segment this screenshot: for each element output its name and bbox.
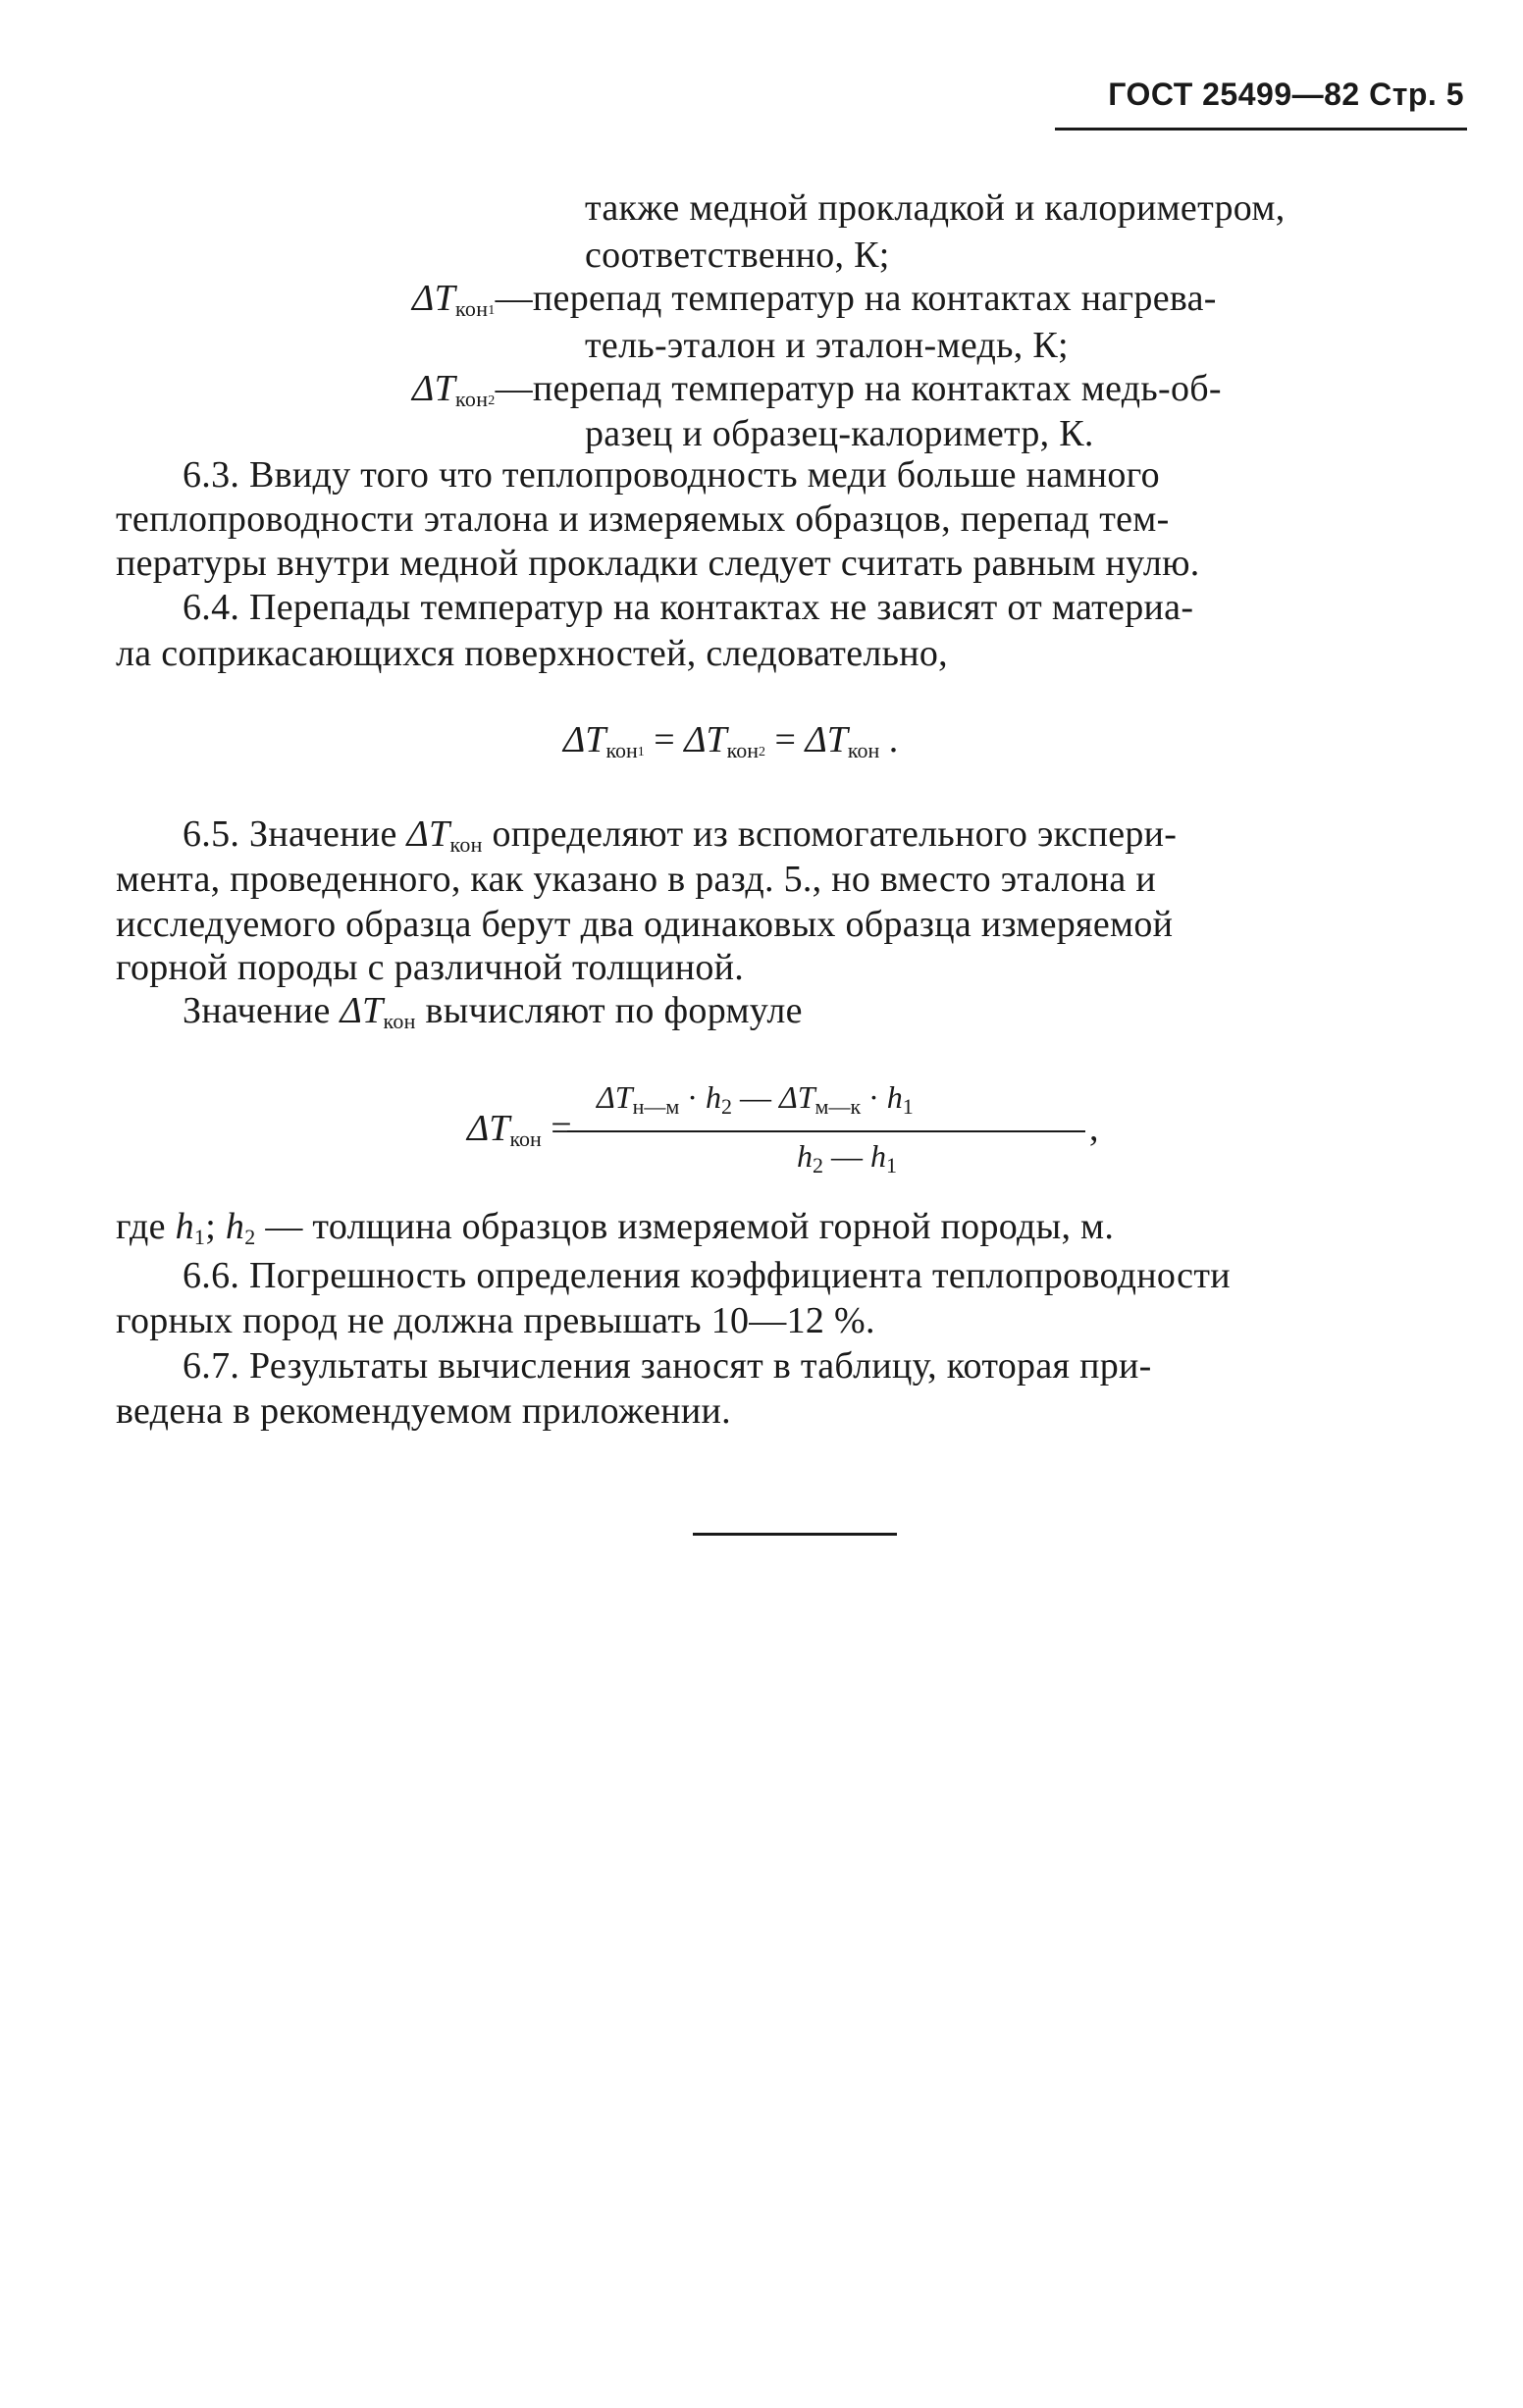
p65-l5a: Значение	[183, 990, 341, 1031]
num-h1: h	[886, 1079, 903, 1115]
num-a-sub: н—м	[632, 1094, 680, 1119]
eq2-lhs-sub: кон	[509, 1126, 542, 1151]
den-h1-idx: 1	[886, 1153, 897, 1178]
end-rule	[693, 1533, 897, 1536]
num-minus: —	[731, 1079, 779, 1115]
fraction-bar	[567, 1130, 1085, 1132]
p63-line-2: теплопроводности эталона и измеряемых образцов, перепад тем-	[116, 498, 1170, 540]
page-header: ГОСТ 25499—82 Стр. 5	[1108, 77, 1464, 112]
p67-line-2: ведена в рекомендуемом приложении.	[116, 1390, 731, 1432]
eq1-term-3: ΔT	[805, 719, 848, 760]
where-sep: ;	[205, 1206, 226, 1247]
def-line-1: также медной прокладкой и калориметром,	[585, 187, 1286, 229]
subscript-kon: кон	[455, 387, 489, 411]
eq2-lhs: ΔT	[467, 1108, 510, 1149]
p66-line-2: горных пород не должна превышать 10—12 %.	[116, 1300, 875, 1341]
eq1-sub-2: кон	[726, 738, 760, 762]
subscript-kon: кон	[449, 832, 483, 857]
p63-line-3: пературы внутри медной прокладки следует считать равным нулю.	[116, 543, 1200, 584]
where-h1: h	[175, 1206, 194, 1247]
p64-line-2: ла соприкасающихся поверхностей, следовательно,	[116, 633, 948, 674]
p65-line-3: исследуемого образца берут два одинаковых образца измеряемой	[116, 904, 1174, 945]
where-b: — толщина образцов измеряемой горной породы, м.	[255, 1206, 1115, 1247]
p63-line-1: 6.3. Ввиду того что теплопроводность меди больше намного	[183, 454, 1160, 496]
equation-contacts-equal	[563, 718, 898, 763]
p65-l5b: вычисляют по формуле	[415, 990, 803, 1031]
p65-l1a: 6.5. Значение	[183, 813, 407, 855]
eq1-term-1: ΔT	[563, 719, 606, 760]
eq1-idx-1: 1	[637, 745, 645, 759]
eq1-end: .	[879, 719, 899, 760]
p67-line-1: 6.7. Результаты вычисления заносят в таблицу, которая при-	[183, 1345, 1152, 1387]
den-h2-idx: 2	[813, 1153, 823, 1178]
p66-line-1: 6.6. Погрешность определения коэффициента теплопроводности	[183, 1255, 1231, 1296]
eq1-sub-3: кон	[847, 738, 880, 762]
subscript-kon: кон	[383, 1009, 416, 1033]
subscript-index: 2	[488, 393, 496, 408]
def-kon1-text: —перепад температур на контактах нагрева-	[495, 278, 1217, 319]
equation-denominator	[797, 1138, 897, 1178]
where-h2: h	[225, 1206, 245, 1247]
num-h2: h	[705, 1079, 721, 1115]
equation-lhs	[467, 1107, 572, 1152]
num-h1-idx: 1	[902, 1094, 914, 1119]
def-kon2-text: —перепад температур на контактах медь-об-	[495, 368, 1222, 409]
def-kon1-line2: тель-эталон и эталон-медь, К;	[585, 325, 1069, 366]
den-h2: h	[797, 1138, 813, 1174]
num-mul-2: ·	[861, 1079, 887, 1115]
where-i2: 2	[244, 1225, 256, 1249]
num-h2-idx: 2	[720, 1094, 732, 1119]
delta-t-symbol: ΔT	[340, 990, 384, 1031]
delta-t-symbol: ΔT	[412, 368, 456, 409]
equation-comma: ,	[1089, 1108, 1099, 1149]
p65-line-5	[183, 987, 1523, 1045]
subscript-kon: кон	[455, 296, 489, 321]
delta-t-symbol: ΔT	[412, 278, 456, 319]
den-minus: —	[823, 1138, 870, 1174]
p65-line-4: горной породы с различной толщиной.	[116, 947, 745, 988]
eq1-equals-1: =	[644, 719, 685, 760]
eq1-idx-2: 2	[759, 745, 766, 759]
p64-line-1: 6.4. Перепады температур на контактах не зависят от материа-	[183, 587, 1194, 628]
eq1-term-2: ΔT	[684, 719, 727, 760]
eq2-equals: =	[541, 1108, 572, 1149]
p65-l1b: определяют из вспомогательного экспери-	[482, 813, 1178, 855]
def-kon2-line2: разец и образец-калориметр, К.	[585, 413, 1094, 454]
where-i1: 1	[193, 1225, 206, 1249]
eq1-sub-1: кон	[605, 738, 638, 762]
def-line-2: соответственно, К;	[585, 235, 890, 276]
header-rule	[1055, 128, 1467, 131]
where-a: где	[116, 1206, 176, 1247]
num-b: ΔT	[778, 1079, 815, 1115]
num-mul-1: ·	[679, 1079, 706, 1115]
den-h1: h	[870, 1138, 886, 1174]
eq1-equals-2: =	[765, 719, 806, 760]
p65-line-2: мента, проведенного, как указано в разд. 5., но вместо эталона и	[116, 859, 1157, 900]
subscript-index: 1	[488, 303, 496, 318]
num-b-sub: м—к	[814, 1094, 862, 1119]
delta-t-symbol: ΔT	[406, 813, 450, 855]
equation-numerator	[597, 1079, 914, 1120]
num-a: ΔT	[597, 1079, 633, 1115]
